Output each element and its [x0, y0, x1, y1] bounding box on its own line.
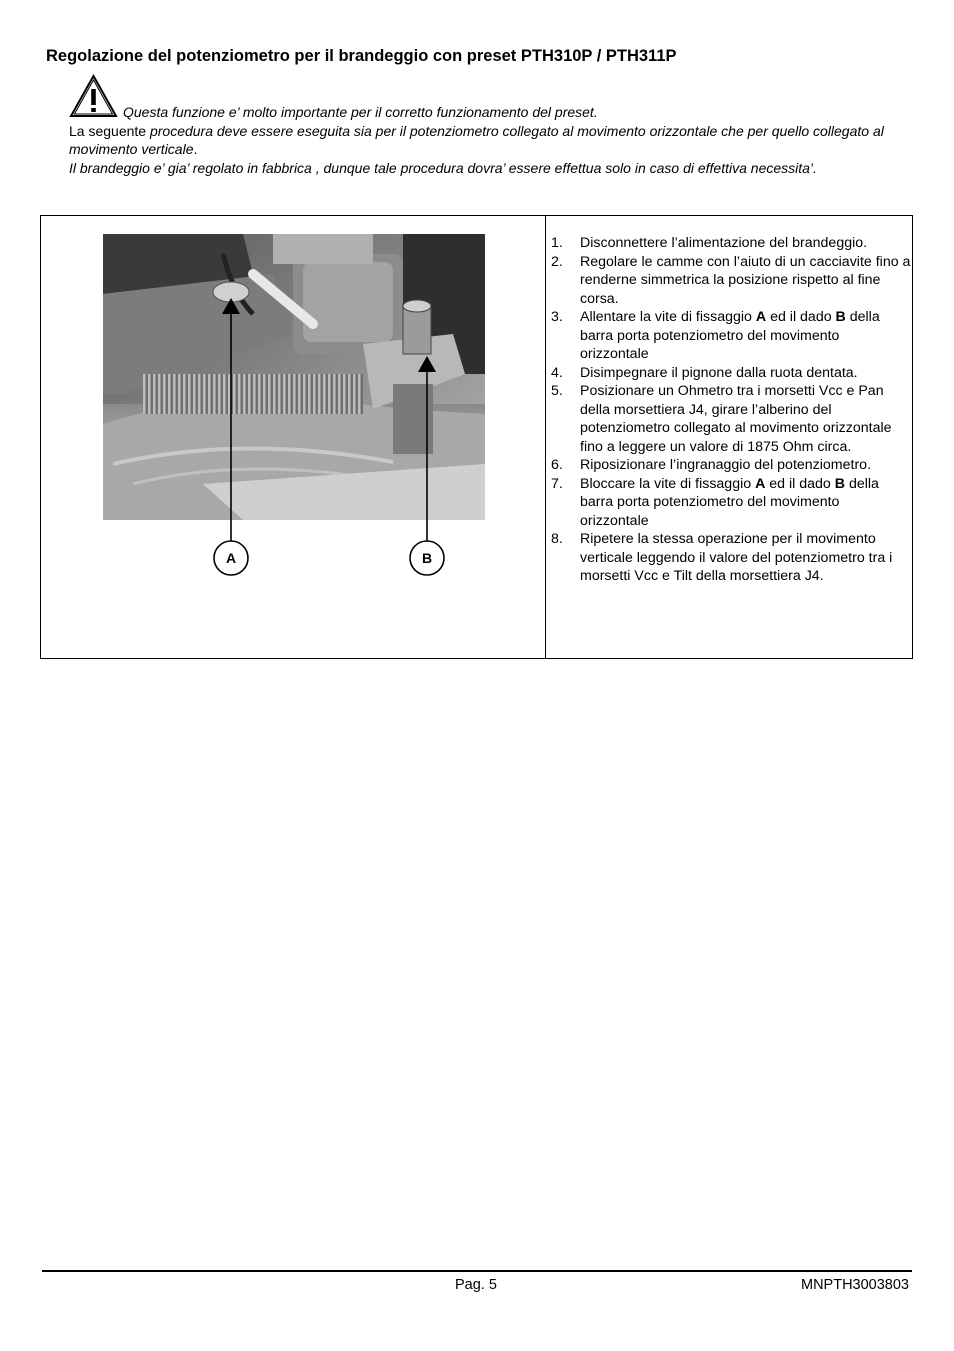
step-ref-b: B: [835, 309, 846, 325]
intro-line-1: Questa funzione e’ molto importante per il corretto funzionamento del preset.: [123, 104, 598, 120]
step-7: [551, 475, 911, 531]
step-8: [551, 530, 911, 586]
step-text: Disimpegnare il pignone dalla ruota dentata.: [580, 364, 858, 381]
step-text: ed il dado: [765, 475, 835, 492]
step-ref-b: B: [834, 475, 845, 492]
step-3: [551, 308, 911, 364]
intro-line-2-a: La: [69, 122, 89, 139]
step-number: 1.: [551, 235, 563, 251]
callout-a-label: A: [225, 550, 237, 566]
step-6: [551, 456, 911, 475]
step-number: 7.: [551, 475, 563, 492]
page-title: Regolazione del potenziometro per il brandeggio con preset PTH310P / PTH311P: [46, 47, 677, 65]
step-text: Regolare le camme con l’aiuto di un cacciavite fino a renderne simmetrica la posizione rispetto al fine corsa.: [580, 253, 911, 307]
step-number: 3.: [551, 309, 563, 325]
step-text: Riposizionare l’ingranaggio del potenziometro.: [580, 457, 872, 473]
intro-line-2-c: procedura deve essere eseguita sia per il potenziometro collegato al movimento orizzontale che per quello collegato al movimento verticale: [69, 122, 884, 157]
step-5: [551, 382, 911, 456]
intro-text: [69, 103, 899, 177]
step-2: [551, 253, 911, 309]
step-number: 4.: [551, 364, 563, 381]
step-text: Bloccare la vite di fissaggio: [580, 475, 756, 492]
step-number: 5.: [551, 383, 563, 399]
document-code: MNPTH3003803: [801, 1277, 909, 1293]
step-text: della barra porta potenziometro del movimento orizzontale: [580, 475, 879, 529]
step-ref-a: A: [755, 475, 766, 492]
panel-divider: [545, 216, 546, 658]
step-number: 6.: [551, 457, 563, 473]
procedure-steps: [551, 234, 911, 586]
step-number: 8.: [551, 531, 563, 547]
step-text: Disconnettere l’alimentazione del brandeggio.: [580, 235, 868, 251]
step-1: [551, 234, 911, 253]
procedure-panel: [40, 215, 913, 659]
footer-rule: [42, 1270, 912, 1272]
callout-b-label: B: [421, 550, 433, 566]
page-number: Pag. 5: [455, 1277, 497, 1293]
intro-line-3: Il brandeggio e’ gia’ regolato in fabbrica , dunque tale procedura dovra’ essere effettua solo in caso di effettiva necessita’.: [69, 159, 817, 176]
step-4: [551, 364, 911, 383]
step-text: Posizionare un Ohmetro tra i morsetti Vcc e Pan della morsettiera J4, girare l’alberino del potenziometro collegato al movimento orizzontale fino a leggere un valore di 1875 Ohm circa.: [580, 383, 892, 455]
step-text: Ripetere la stessa operazione per il movimento verticale leggendo il valore del potenziometro tra i morsetti Vcc e Tilt della morsettiera J4.: [580, 531, 893, 584]
intro-line-2-b: seguente: [88, 122, 147, 139]
intro-line-2: [69, 122, 899, 159]
callout-a-leader: [222, 298, 240, 541]
callout-b-leader: [418, 356, 436, 541]
step-number: 2.: [551, 253, 563, 270]
step-text: della barra porta potenziometro del movimento orizzontale: [580, 309, 880, 362]
step-text: Allentare la vite di fissaggio: [580, 309, 756, 325]
step-text: ed il dado: [766, 309, 836, 325]
callouts-overlay: [41, 216, 545, 658]
step-ref-a: A: [755, 309, 767, 325]
intro-line-2-d: .: [193, 141, 198, 157]
